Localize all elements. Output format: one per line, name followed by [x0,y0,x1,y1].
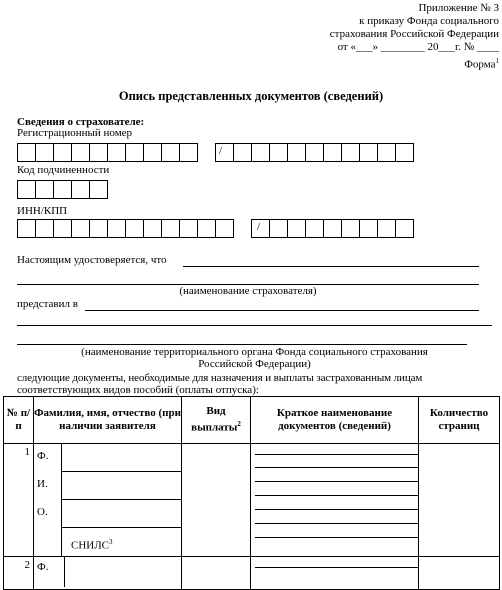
payment-type-cell[interactable] [182,557,251,590]
row-number: 1 [4,444,34,557]
paragraph-line-1: следующие документы, необходимые для назначения и выплаты застрахованным лицам [17,372,423,384]
name-field[interactable] [62,472,181,500]
order-date-line: от «___» ________ 20___г. № ____ [337,41,499,53]
table-row [4,444,500,557]
subordination-cells[interactable] [17,180,108,199]
f-label: Ф. [37,450,49,462]
surname-field[interactable] [65,557,181,587]
patronymic-field[interactable] [62,500,181,528]
pages-cell[interactable] [419,444,500,557]
reg-number-cells[interactable] [17,143,414,162]
snils-label: СНИЛС$^3$ [71,538,113,552]
table-row [4,557,500,590]
order-line-2: страхования Российской Федерации [329,28,499,40]
page-title: Опись представленных документов (сведений) [118,89,384,103]
subordination-label: Код подчиненности [17,164,110,176]
documents-cell [251,557,419,590]
documents-cell [251,444,419,557]
appendix-number: Приложение № 3 [418,2,499,14]
payment-type-cell[interactable] [182,444,251,557]
office-caption-2: Российской Федерации) [198,358,311,370]
office-name-field-2[interactable] [17,325,492,326]
office-caption-1: (наименование территориального органа Фонда социального страхования [81,346,428,358]
col-number: № п/п [4,397,34,444]
fio-cell [34,557,182,590]
reg-number-label: Регистрационный номер [17,127,133,139]
col-fio: Фамилия, имя, отчество (при наличии заявителя [34,397,182,444]
form-label: Форма$^1$ [464,57,499,71]
inn-kpp-label: ИНН/КПП [17,205,68,217]
order-line-1: к приказу Фонда социального [359,15,499,27]
office-name-field[interactable] [85,310,479,311]
insurer-caption: (наименование страхователя) [179,285,317,297]
reg-separator: / [219,145,223,157]
inn-separator: / [257,221,261,233]
insurer-name-field[interactable] [183,266,479,267]
f-label: Ф. [34,557,65,587]
inn-kpp-cells[interactable] [17,219,414,238]
certify-text: Настоящим удостоверяется, что [17,254,167,266]
fio-cell [34,444,182,557]
office-name-field-3[interactable] [17,344,467,345]
paragraph-line-2: соответствующих видов пособий (оплаты отпуска): [17,384,259,396]
i-label: И. [37,478,48,490]
o-label: О. [37,506,48,518]
col-pages: Количество страниц [419,397,500,444]
pages-cell[interactable] [419,557,500,590]
surname-field[interactable] [62,444,181,472]
row-number: 2 [4,557,34,590]
insurer-heading: Сведения о страхователе: [17,116,145,128]
table-header-row [4,397,500,444]
col-documents: Краткое наименование документов (сведений) [251,397,419,444]
submitted-to-text: представил в [17,298,78,310]
col-payment-type: Вид выплаты$^2$ [182,397,251,444]
documents-table [3,396,500,590]
